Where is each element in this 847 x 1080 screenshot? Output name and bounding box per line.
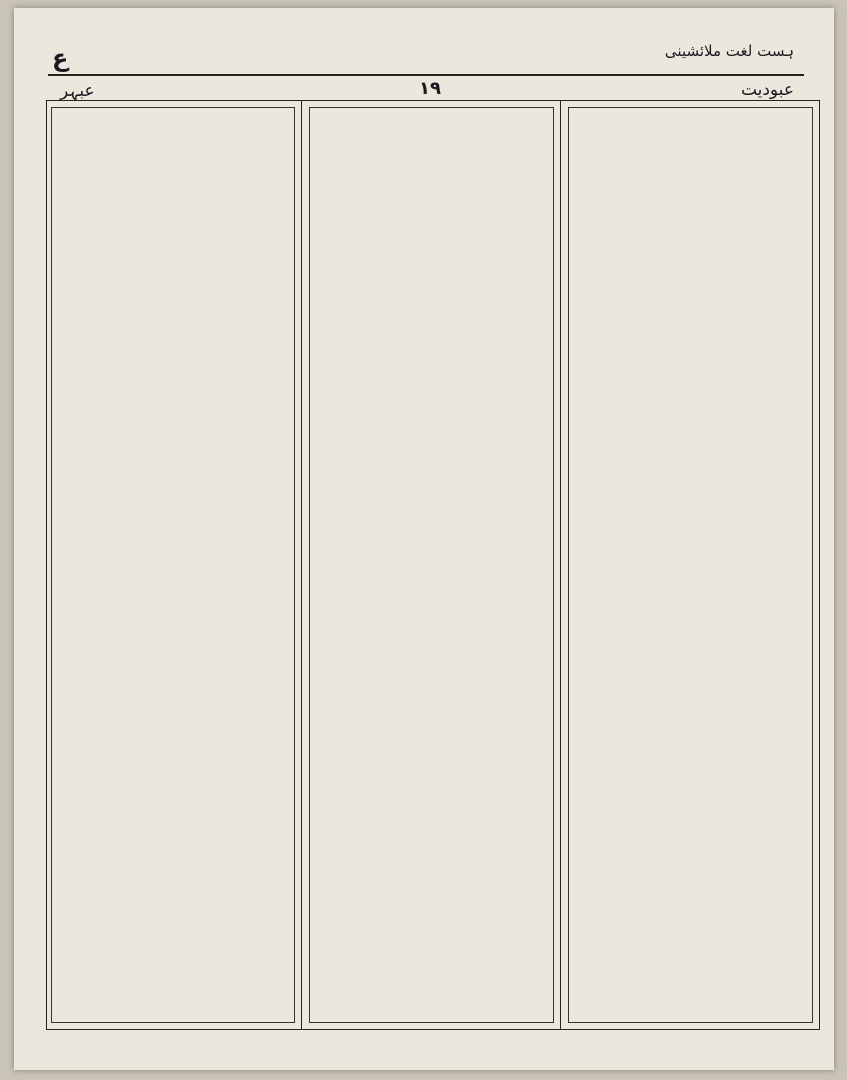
manuscript-page	[14, 8, 834, 1070]
page-number: ۱۹	[419, 78, 441, 99]
column-border	[309, 107, 554, 1023]
guide-word-right: عبودیت	[740, 80, 794, 100]
column-right	[562, 101, 819, 1029]
book-title: ہست لغت ملائشینی	[664, 42, 794, 60]
corner-letter: ع	[52, 44, 69, 72]
text-frame	[46, 100, 820, 1030]
column-border	[568, 107, 813, 1023]
column-left	[45, 101, 302, 1029]
column-middle	[303, 101, 561, 1029]
header-rule	[48, 74, 804, 76]
column-border	[51, 107, 295, 1023]
guide-word-left: عبہر	[60, 81, 95, 101]
